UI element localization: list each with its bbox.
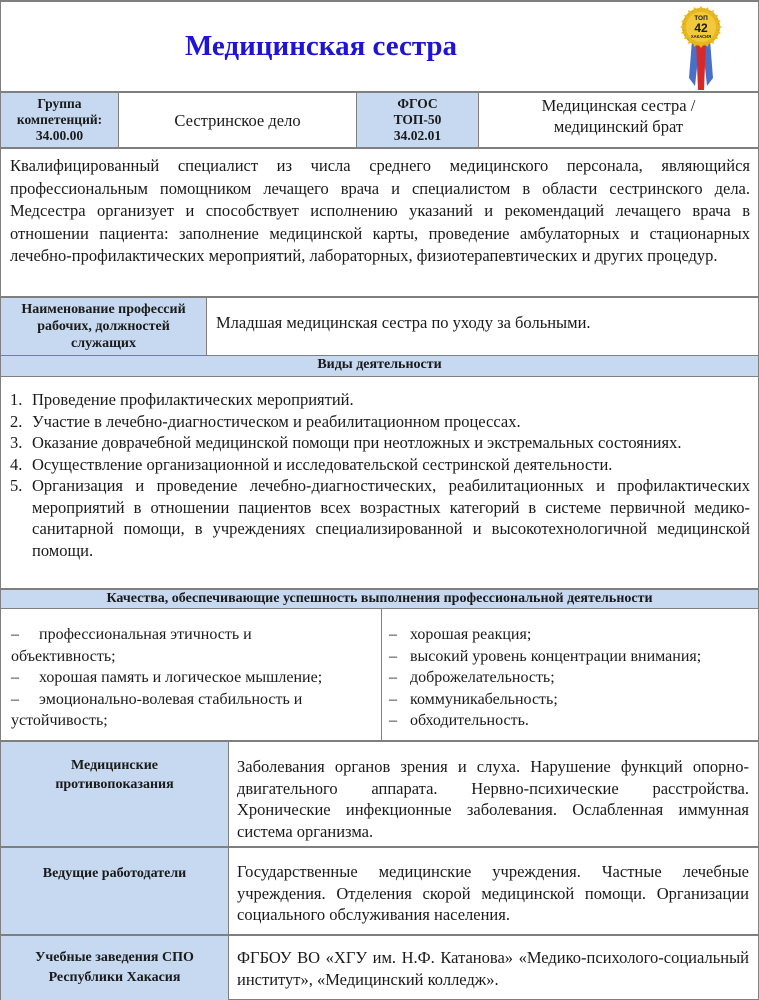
qualification-line-2: медицинский брат: [553, 117, 684, 136]
contraindications-label-text: Медицинские противопоказания: [55, 758, 174, 792]
award-rosette-icon: [678, 6, 724, 90]
competency-group-label: Группа компетенций:: [16, 96, 103, 127]
quality-item: – профессиональная этичность и: [11, 626, 252, 643]
quality-item: – эмоционально-волевая стабильность и: [11, 690, 303, 708]
page-title: Медицинская сестра: [184, 30, 458, 62]
schools-value-text: ФГБОУ ВО «ХГУ им. Н.Ф. Катанова» «Медико-психолого-социальный институт», «Медицинский колледж».: [237, 948, 749, 989]
activity-item: 5. Организация и проведение лечебно-диагностических, реабилитационных и профилактических мероприятий в отношении пациентов всех возрастных категорий в системе первичной медико-санитарной помощи, в учреждениях специализированной и высокотехнологичной медицинской помощи.: [10, 476, 750, 560]
activities-section: [1, 377, 758, 590]
schools-value: [228, 936, 758, 1000]
profession-description: Квалифицированный специалист из числа среднего медицинского персонала, являющийся профессиональным помощником лечащего врача и специалистом в области сестринского дела. Медсестра организует и способствует исполнению указаний и рекомендаций лечащего врача в отношении пациента: заполнение медицинской карты, проведение амбулаторных и стационарных лечебно-профилактических мероприятий, лабораторных, физиотерапевтических и других процедур.: [10, 156, 750, 265]
quality-item-continued: устойчивость;: [11, 712, 108, 730]
schools-label: [1, 936, 228, 1000]
qualities-heading-text: Качества, обеспечивающие успешность выполнения профессиональной деятельности: [106, 591, 653, 606]
activity-item: 3. Оказание доврачебной медицинской помощи при неотложных и экстремальных состояниях.: [10, 433, 682, 452]
contraindications-row: [1, 742, 758, 848]
qualities-right-list: [381, 609, 758, 740]
quality-item: – коммуникабельность;: [389, 690, 558, 708]
contraindications-value-text: Заболевания органов зрения и слуха. Нарушение функций опорно-двигательного аппарата. Нервно-психические расстройства. Хронические инфекционные заболевания. Ослабленная иммунная система организма.: [237, 757, 749, 841]
employers-label: [1, 848, 228, 934]
card-header: [1, 2, 758, 93]
contraindications-label: [1, 742, 228, 846]
qualities-section: [1, 609, 758, 742]
activity-item: 1. Проведение профилактических мероприятий.: [10, 390, 354, 409]
activities-heading: [1, 356, 758, 377]
qualities-left-list: [1, 624, 381, 732]
activities-list: [1, 377, 758, 561]
qualities-heading: [1, 590, 758, 609]
schools-row: [1, 936, 758, 1000]
quality-item: – хорошая память и логическое мышление;: [11, 669, 323, 687]
quality-item: – доброжелательность;: [389, 669, 555, 687]
competency-group-value: [118, 93, 356, 147]
activity-item: 4. Осуществление организационной и исследовательской сестринской деятельности.: [10, 454, 613, 474]
fgos-label: ФГОС: [397, 96, 438, 111]
fgos-cell: [356, 93, 478, 147]
description-section: [1, 149, 758, 298]
contraindications-value: [228, 742, 758, 846]
quality-item: – хорошая реакция;: [389, 626, 532, 643]
qualification-cell: [478, 93, 758, 147]
professions-label: [1, 298, 206, 355]
quality-item: – обходительность.: [389, 712, 529, 730]
quality-item-continued: объективность;: [11, 647, 116, 665]
fgos-code: 34.02.01: [393, 128, 442, 143]
fgos-top: ТОП-50: [393, 112, 442, 127]
competency-group-label-cell: [1, 93, 118, 147]
professions-value: [206, 298, 758, 355]
professions-row: [1, 298, 758, 356]
competency-group-name: Сестринское дело: [174, 110, 301, 130]
svg-text:42: 42: [694, 21, 708, 35]
employers-label-text: Ведущие работодатели: [42, 866, 187, 881]
svg-text:ХАКАСИЯ: ХАКАСИЯ: [690, 34, 712, 39]
activities-heading-text: Виды деятельности: [317, 357, 442, 372]
info-row: [1, 93, 758, 149]
activity-item: 2. Участие в лечебно-диагностическом и реабилитационном процессах.: [10, 411, 521, 431]
svg-text:ТОП: ТОП: [694, 15, 708, 22]
professions-label-text: Наименование профессий рабочих, должностей служащих: [21, 302, 186, 351]
qualification-line-1: Медицинская сестра /: [541, 96, 696, 115]
professions-value-text: Младшая медицинская сестра по уходу за больными.: [216, 313, 591, 332]
employers-value: [228, 848, 758, 934]
employers-value-text: Государственные медицинские учреждения. Частные лечебные учреждения. Отделения скорой медицинской помощи. Организации социального обслуживания населения.: [237, 862, 749, 924]
competency-group-code: 34.00.00: [35, 128, 84, 143]
employers-row: [1, 848, 758, 936]
quality-item: – высокий уровень концентрации внимания;: [389, 647, 702, 665]
schools-label-text: Учебные заведения СПО Республики Хакасия: [35, 950, 194, 985]
